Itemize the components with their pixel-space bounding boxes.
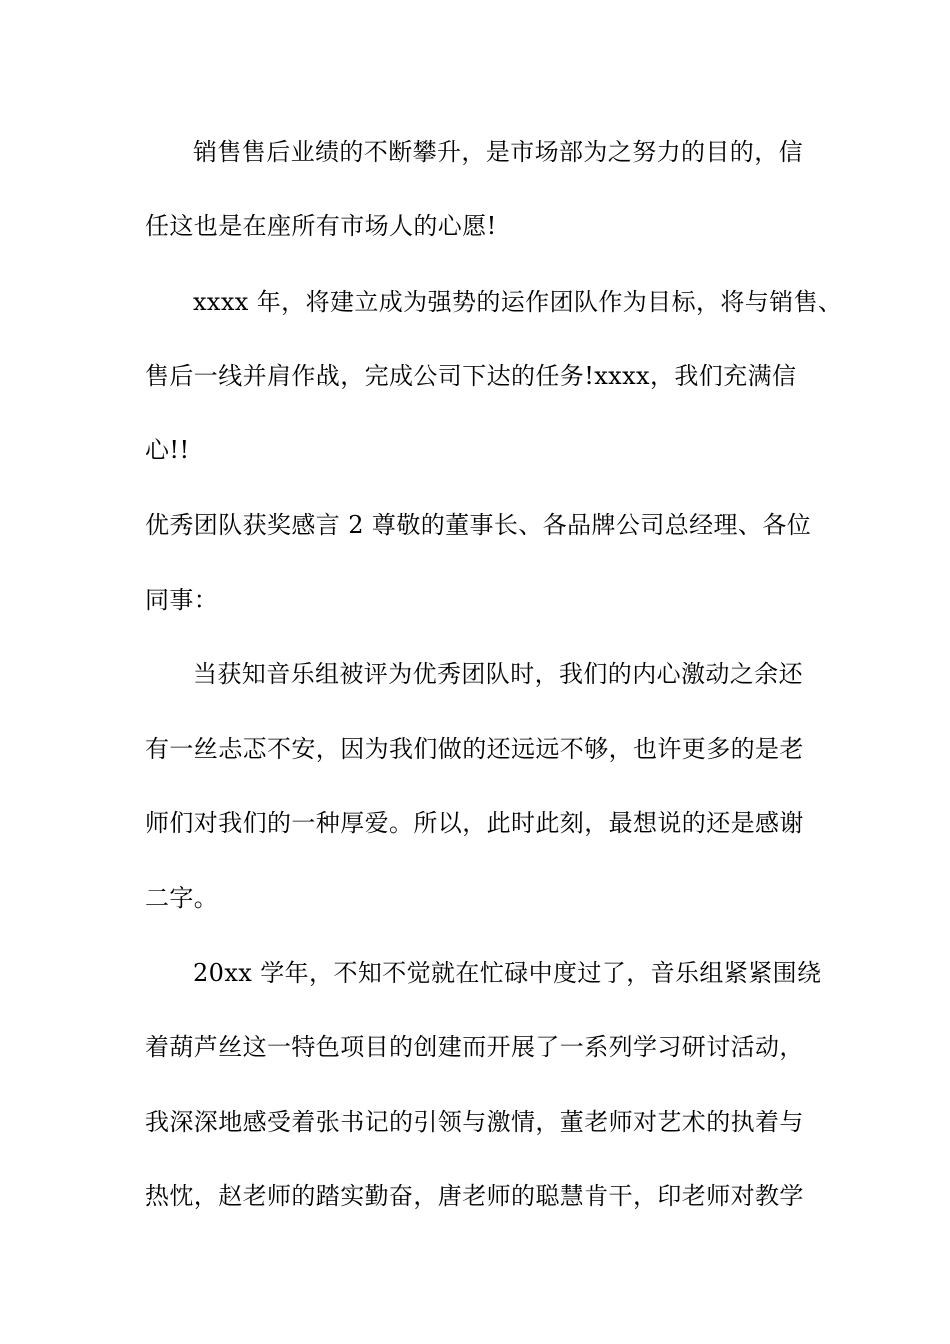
text-line: xxxx 年，将建立成为强势的运作团队作为目标，将与销售、 <box>193 288 843 316</box>
text-line: 有一丝忐忑不安，因为我们做的还远远不够，也许更多的是老 <box>145 735 804 763</box>
text-line: 20xx 学年，不知不觉就在忙碌中度过了，音乐组紧紧围绕 <box>193 959 822 987</box>
text-line: 热忱，赵老师的踏实勤奋，唐老师的聪慧肯干，印老师对教学 <box>145 1182 804 1210</box>
text-line: 任这也是在座所有市场人的心愿! <box>145 212 497 240</box>
text-line: 当获知音乐组被评为优秀团队时，我们的内心激动之余还 <box>193 660 803 688</box>
text-line: 销售售后业绩的不断攀升，是市场部为之努力的目的，信 <box>193 138 803 166</box>
text-line: 心!! <box>145 436 190 464</box>
text-line: 师们对我们的一种厚爱。所以，此时此刻，最想说的还是感谢 <box>145 809 804 837</box>
text-line: 售后一线并肩作战，完成公司下达的任务!xxxx，我们充满信 <box>145 362 797 390</box>
text-line: 同事： <box>145 586 219 614</box>
text-line: 着葫芦丝这一特色项目的创建而开展了一系列学习研讨活动， <box>145 1033 804 1061</box>
text-line: 优秀团队获奖感言 2 尊敬的董事长、各品牌公司总经理、各位 <box>145 511 812 539</box>
text-line: 我深深地感受着张书记的引领与激情，董老师对艺术的执着与 <box>145 1108 804 1136</box>
text-line: 二字。 <box>145 884 219 912</box>
